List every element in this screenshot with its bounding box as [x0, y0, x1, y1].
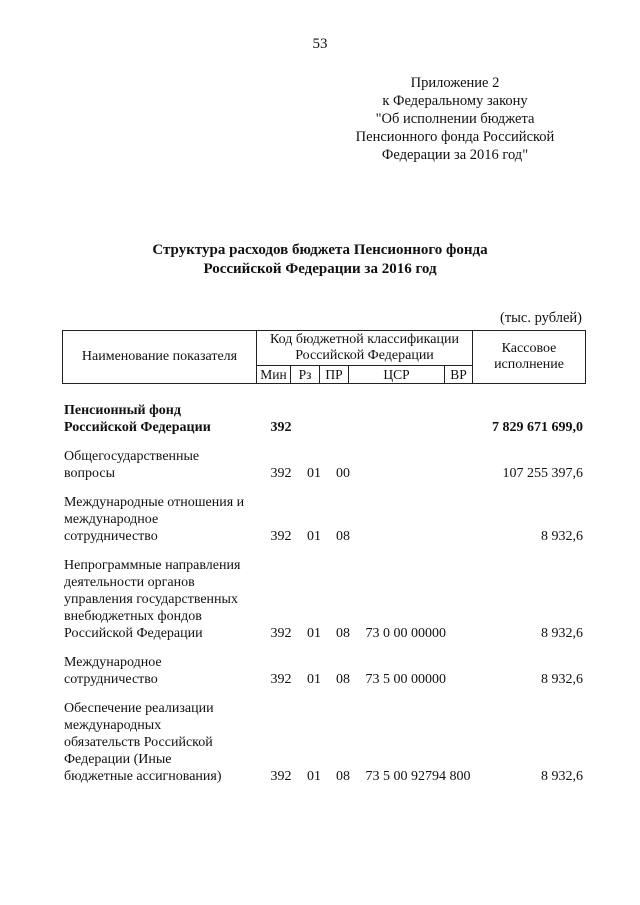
annex-header: [330, 74, 580, 164]
row-min: 392: [270, 672, 292, 687]
row-amount: 8 932,6: [541, 769, 583, 784]
row-amount: 8 932,6: [541, 529, 583, 544]
header-vr: ВР: [445, 366, 473, 384]
title-line: Структура расходов бюджета Пенсионного фонда: [152, 242, 488, 258]
table-row: [62, 557, 585, 642]
row-amount: 7 829 671 699,0: [492, 420, 583, 435]
row-pr: 08: [336, 626, 350, 641]
row-csr: 73 5 00 00000: [365, 672, 446, 687]
row-pr: 08: [336, 672, 350, 687]
row-min: 392: [270, 626, 292, 641]
title-line: Российской Федерации за 2016 год: [203, 261, 437, 277]
document-title: [60, 241, 580, 279]
annex-line: Федерации за 2016 год": [381, 147, 529, 163]
table-header: [62, 330, 586, 384]
page-number: 53: [312, 36, 328, 52]
row-name: Пенсионный фонд Российской Федерации: [64, 403, 211, 435]
annex-line: к Федеральному закону: [382, 93, 528, 109]
header-pr: ПР: [320, 366, 349, 384]
row-min: 392: [270, 769, 292, 784]
row-min: 392: [270, 466, 292, 481]
row-name: Общегосударственные вопросы: [64, 449, 200, 481]
header-rz: Рз: [291, 366, 320, 384]
row-name: Международное сотрудничество: [64, 655, 162, 687]
row-name: Международные отношения и международное сотрудничество: [64, 495, 245, 544]
row-rz: 01: [307, 466, 321, 481]
annex-line: Приложение 2: [410, 75, 500, 91]
table-row: [62, 654, 585, 688]
table-row: [62, 448, 585, 482]
row-rz: 01: [307, 529, 321, 544]
header-code-group: Код бюджетной классификации Российской Федерации: [257, 331, 473, 366]
row-min: 392: [270, 420, 292, 435]
table-body: [62, 402, 585, 797]
annex-line: Пенсионного фонда Российской: [355, 129, 555, 145]
row-name: Обеспечение реализации международных обязательств Российской Федерации (Иные бюджетные ассигнования): [64, 701, 222, 784]
row-rz: 01: [307, 626, 321, 641]
row-pr: 08: [336, 529, 350, 544]
annex-line: "Об исполнении бюджета: [375, 111, 535, 127]
row-amount: 8 932,6: [541, 672, 583, 687]
row-pr: 00: [336, 466, 350, 481]
row-csr: 73 5 00 92794: [365, 769, 446, 784]
row-amount: 107 255 397,6: [502, 466, 583, 481]
units-label: (тыс. рублей): [500, 310, 582, 326]
row-amount: 8 932,6: [541, 626, 583, 641]
row-rz: 01: [307, 672, 321, 687]
row-rz: 01: [307, 769, 321, 784]
row-vr: 800: [449, 769, 471, 784]
header-amount: Кассовое исполнение: [473, 331, 586, 384]
row-pr: 08: [336, 769, 350, 784]
row-name: Непрограммные направления деятельности органов управления государственных внебюджетных фондов Российской Федерации: [64, 558, 241, 641]
header-min: Мин: [257, 366, 291, 384]
row-csr: 73 0 00 00000: [365, 626, 446, 641]
table-row: [62, 494, 585, 545]
table-row: [62, 700, 585, 785]
table-row: [62, 402, 585, 436]
row-min: 392: [270, 529, 292, 544]
header-csr: ЦСР: [349, 366, 445, 384]
header-name: Наименование показателя: [63, 331, 257, 384]
